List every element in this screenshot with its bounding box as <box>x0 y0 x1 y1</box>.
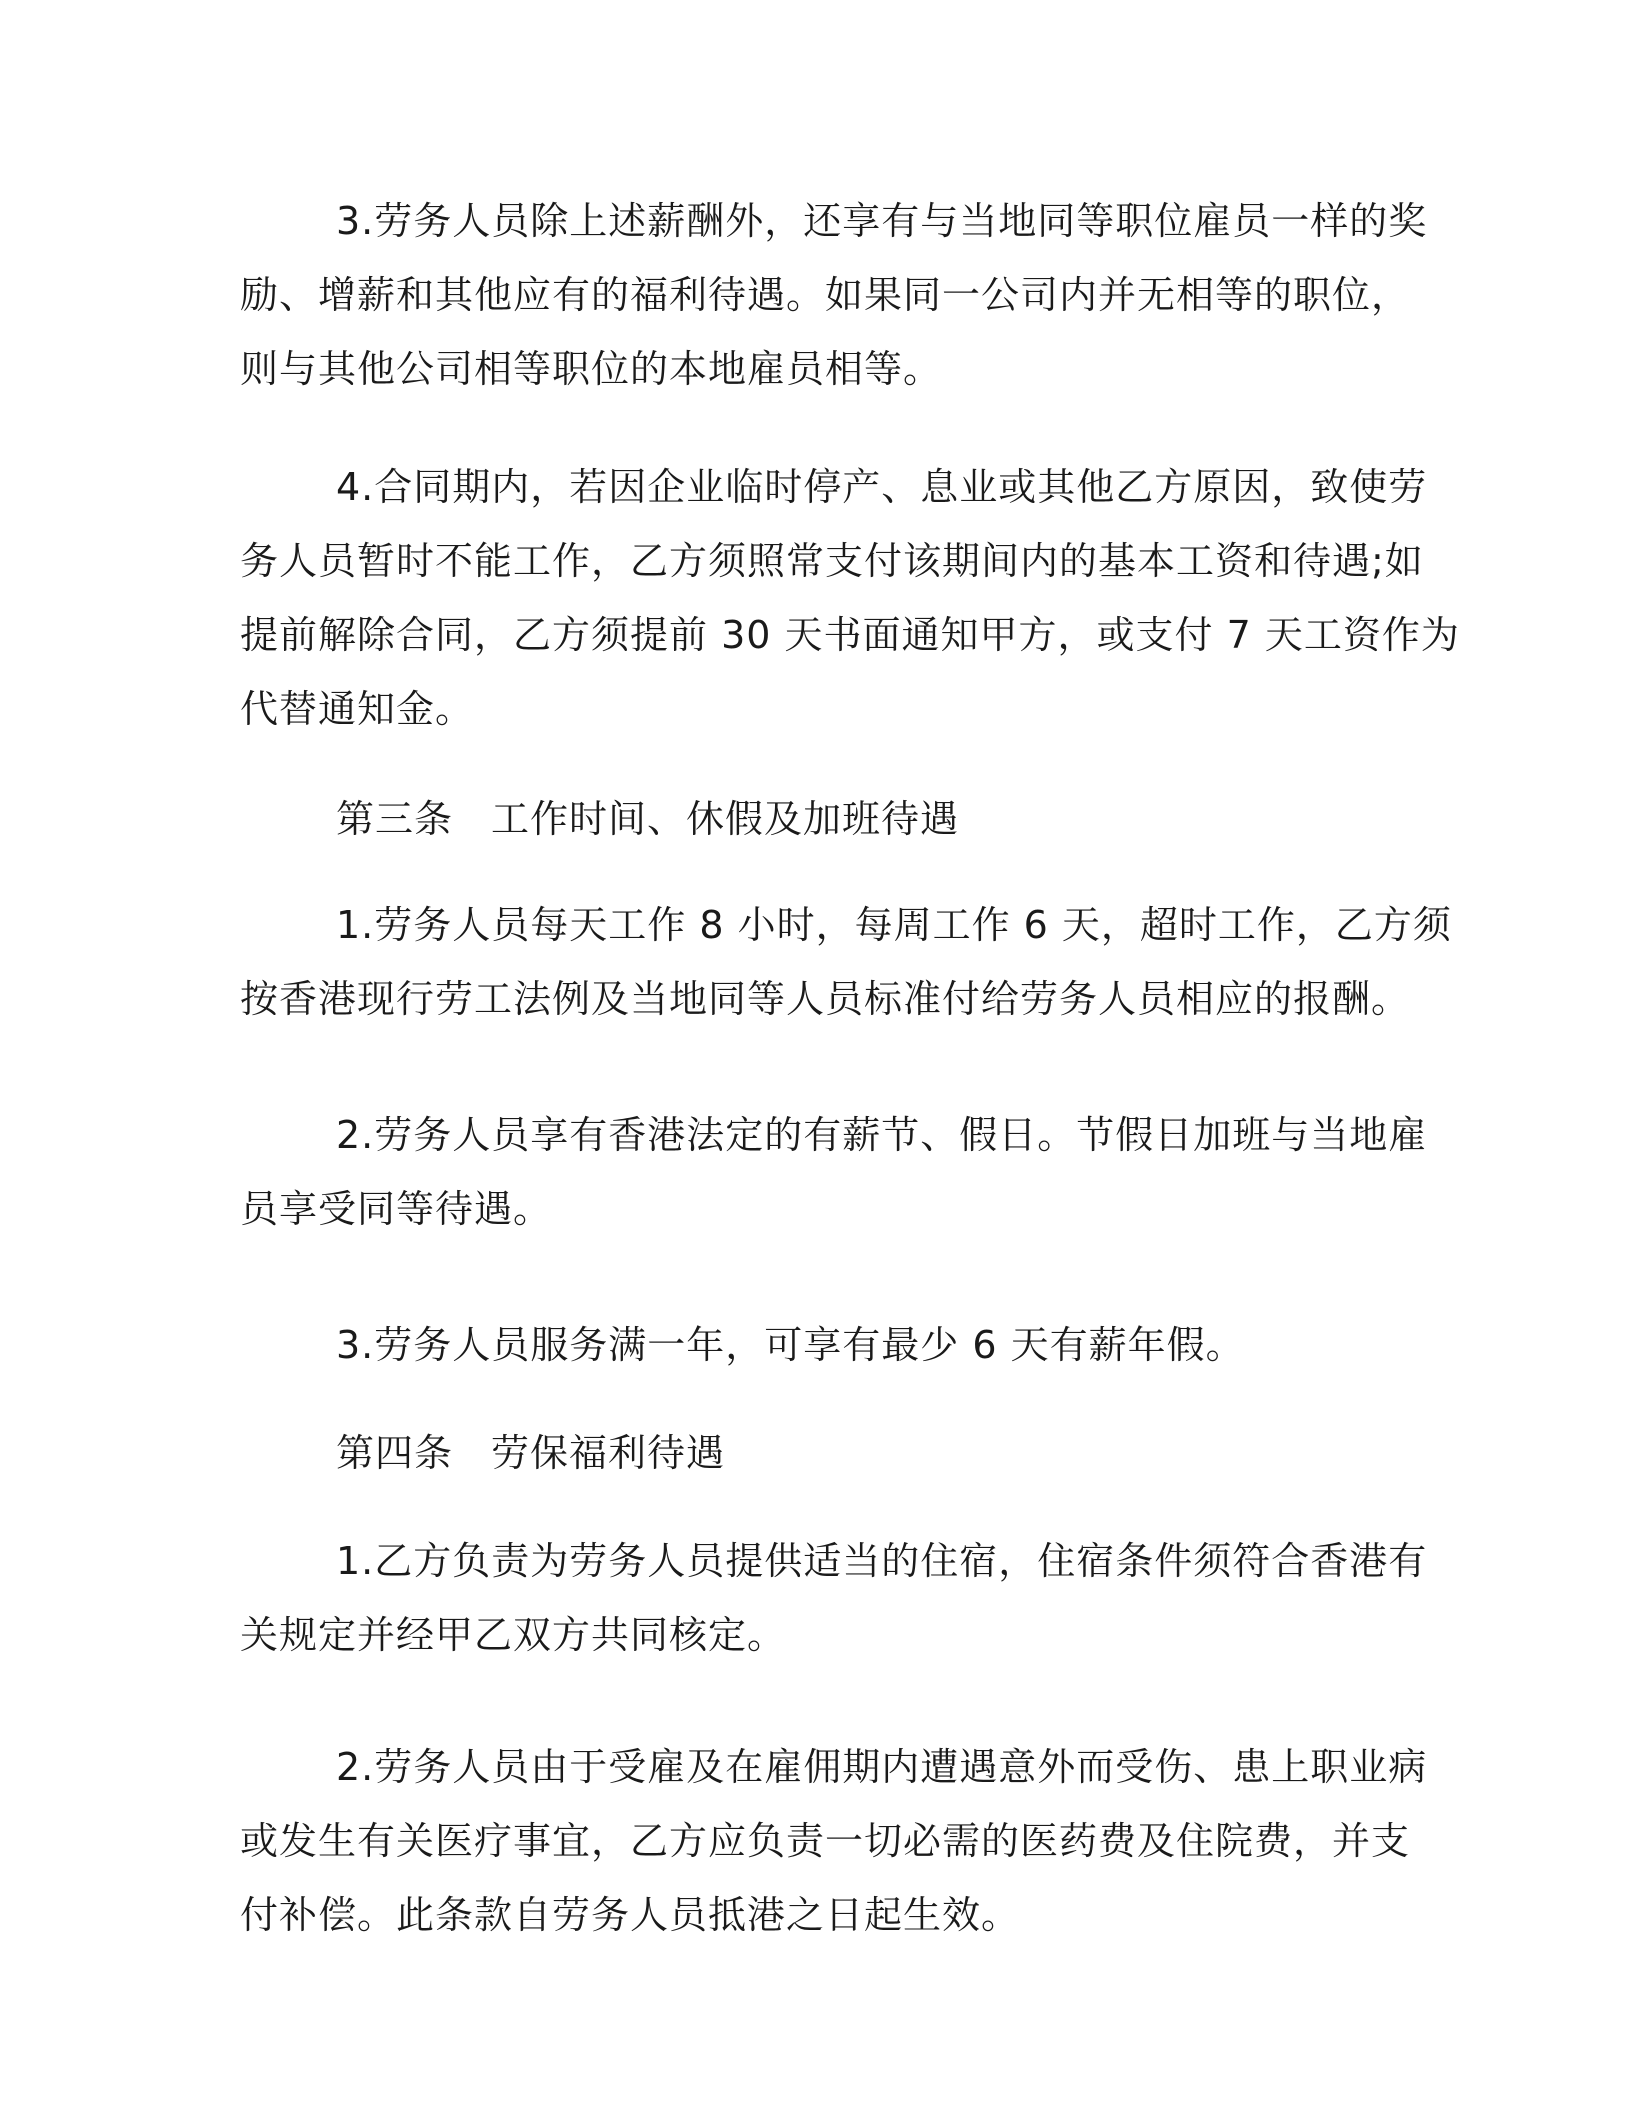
text-line: 员享受同等待遇。 <box>240 1187 553 1231</box>
text-line: 提前解除合同，乙方须提前 30 天书面通知甲方，或支付 7 天工资作为 <box>240 613 1460 657</box>
article-3-item-3 <box>240 1308 1245 1382</box>
text-line: 务人员暂时不能工作，乙方须照常支付该期间内的基本工资和待遇;如 <box>240 539 1424 583</box>
text-line: 4.合同期内，若因企业临时停产、息业或其他乙方原因，致使劳 <box>336 465 1428 509</box>
text-line: 2.劳务人员享有香港法定的有薪节、假日。节假日加班与当地雇 <box>336 1113 1428 1157</box>
text-line: 按香港现行劳工法例及当地同等人员标准付给劳务人员相应的报酬。 <box>240 977 1411 1021</box>
article-4-item-2 <box>240 1730 1427 1952</box>
article-3-item-1 <box>240 888 1452 1036</box>
article-4-heading <box>240 1416 725 1490</box>
text-line: 付补偿。此条款自劳务人员抵港之日起生效。 <box>240 1893 1021 1937</box>
article-title: 劳保福利待遇 <box>491 1431 726 1475</box>
text-line: 3.劳务人员除上述薪酬外，还享有与当地同等职位雇员一样的奖 <box>336 199 1428 243</box>
text-line: 1.乙方负责为劳务人员提供适当的住宿，住宿条件须符合香港有 <box>336 1539 1428 1583</box>
text-line: 励、增薪和其他应有的福利待遇。如果同一公司内并无相等的职位， <box>240 273 1411 317</box>
paragraph-salary-benefits <box>240 184 1427 406</box>
text-line: 1.劳务人员每天工作 8 小时，每周工作 6 天，超时工作，乙方须 <box>336 903 1452 947</box>
text-line: 代替通知金。 <box>240 687 475 731</box>
article-number: 第四条 <box>336 1431 454 1475</box>
article-title: 工作时间、休假及加班待遇 <box>491 797 960 841</box>
article-number: 第三条 <box>336 797 454 841</box>
text-line: 关规定并经甲乙双方共同核定。 <box>240 1613 787 1657</box>
article-4-item-1 <box>240 1524 1427 1672</box>
text-line: 3.劳务人员服务满一年，可享有最少 6 天有薪年假。 <box>336 1323 1245 1367</box>
article-3-item-2 <box>240 1098 1427 1246</box>
text-line: 或发生有关医疗事宜，乙方应负责一切必需的医药费及住院费，并支 <box>240 1819 1411 1863</box>
article-3-heading <box>240 782 959 856</box>
text-line: 则与其他公司相等职位的本地雇员相等。 <box>240 347 943 391</box>
text-line: 2.劳务人员由于受雇及在雇佣期内遭遇意外而受伤、患上职业病 <box>336 1745 1428 1789</box>
paragraph-contract-suspension <box>240 450 1460 746</box>
